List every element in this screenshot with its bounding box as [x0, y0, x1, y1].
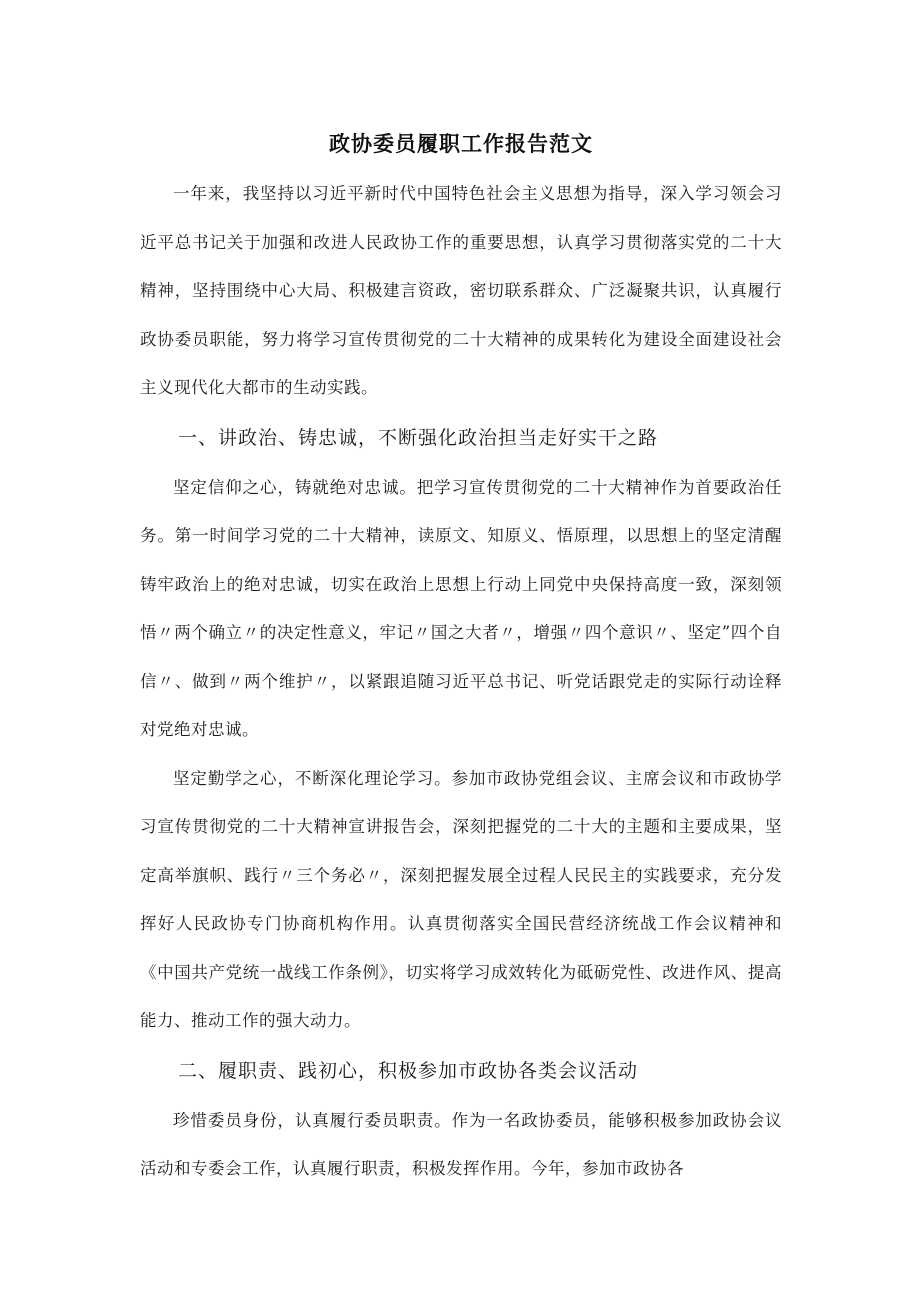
document-page — [140, 120, 782, 1194]
section-1-paragraph-1: 坚定信仰之心，铸就绝对忠诚。把学习宣传贯彻党的二十大精神作为首要政治任务。第一时间学习党的二十大精神，读原文、知原义、悟原理，以思想上的坚定清醒铸牢政治上的绝对忠诚，切实在政治上思想上行动上同党中央保持高度一致，深刻领悟〃两个确立〃的决定性意义，牢记〃国之大者〃，增强〃四个意识〃、坚定”四个自信〃、做到〃两个维护〃，以紧跟追随习近平总书记、听党话跟党走的实际行动诠释对党绝对忠诚。 — [140, 477, 782, 739]
section-1-paragraph-2: 坚定勤学之心，不断深化理论学习。参加市政协党组会议、主席会议和市政协学习宣传贯彻党的二十大精神宣讲报告会，深刻把握党的二十大的主题和主要成果，坚定高举旗帜、践行〃三个务必〃，深刻把握发展全过程人民民主的实践要求，充分发挥好人民政协专门协商机构作用。认真贯彻落实全国民营经济统战工作会议精神和《中国共产党统一战线工作条例》，切实将学习成效转化为砥砺党性、改进作风、提高能力、推动工作的强大动力。 — [140, 768, 782, 1030]
section-2-heading: 二、履职责、践初心，积极参加市政协各类会议活动 — [178, 1059, 639, 1082]
document-title: 政协委员履职工作报告范文 — [329, 132, 593, 156]
section-2-paragraph-1: 珍惜委员身份，认真履行委员职责。作为一名政协委员，能够积极参加政协会议活动和专委会工作，认真履行职责，积极发挥作用。今年，参加市政协各 — [140, 1110, 782, 1178]
section-1-heading: 一、讲政治、铸忠诚，不断强化政治担当走好实干之路 — [178, 426, 659, 449]
intro-paragraph: 一年来，我坚持以习近平新时代中国特色社会主义思想为指导，深入学习领会习近平总书记关于加强和改进人民政协工作的重要思想，认真学习贯彻落实党的二十大精神，坚持围绕中心大局、积极建言资政，密切联系群众、广泛凝聚共识，认真履行政协委员职能，努力将学习宣传贯彻党的二十大精神的成果转化为建设全面建设社会主义现代化大都市的生动实践。 — [140, 184, 782, 397]
